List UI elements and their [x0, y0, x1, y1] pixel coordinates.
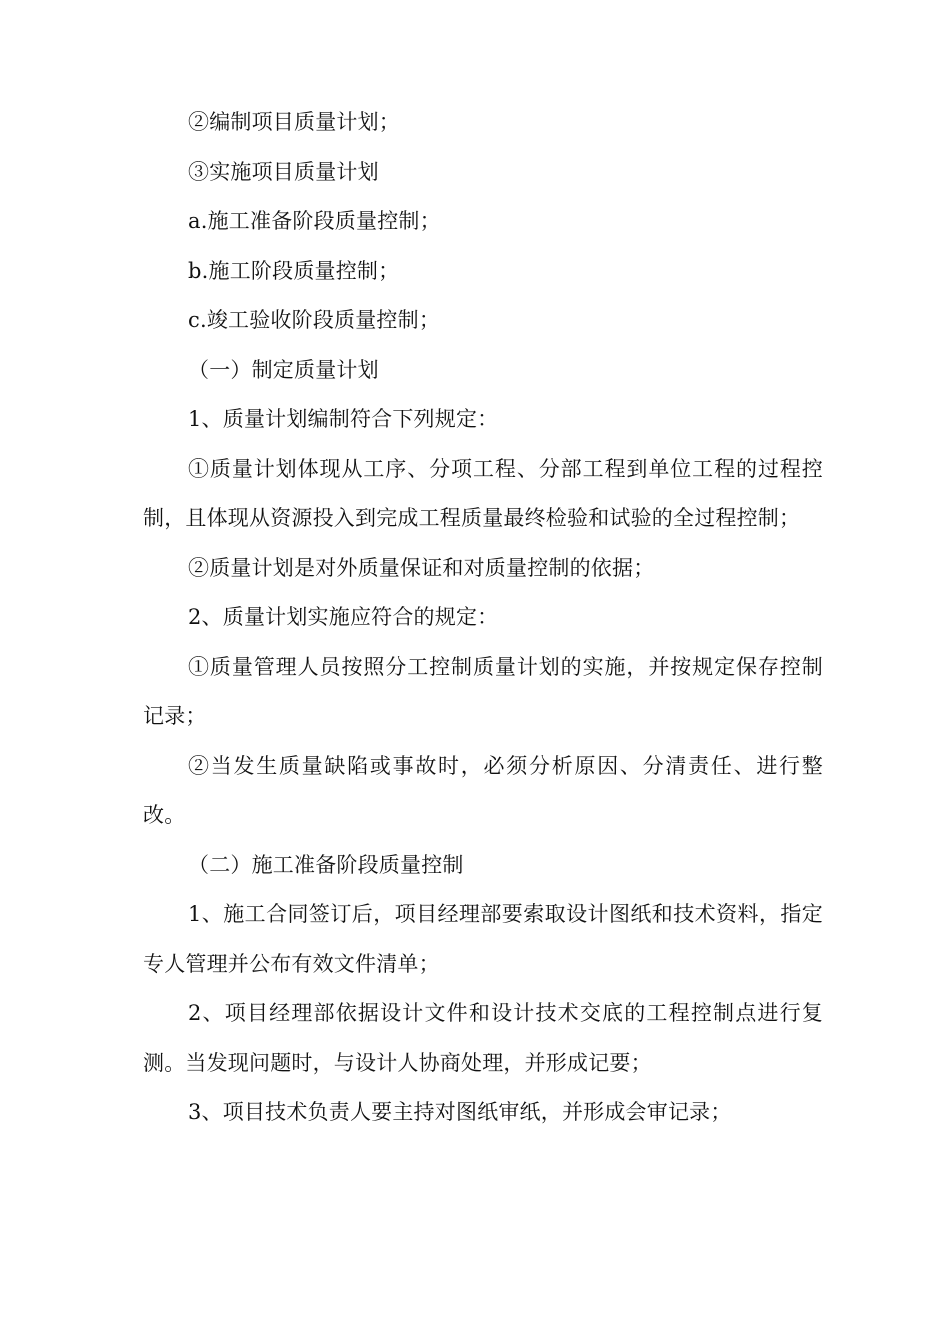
paragraph: c.竣工验收阶段质量控制；: [188, 308, 441, 332]
paragraph: ③实施项目质量计划: [188, 159, 379, 184]
paragraph: 3、项目技术负责人要主持对图纸审纸，并形成会审记录；: [188, 1100, 732, 1124]
paragraph: ①质量计划体现从工序、分项工程、分部工程到单位工程的过程控制，且体现从资源投入到完成工程质量最终检验和试验的全过程控制；: [143, 456, 823, 530]
paragraph: 1、施工合同签订后，项目经理部要索取设计图纸和技术资料，指定专人管理并公布有效文件清单；: [143, 902, 823, 976]
paragraph: 1、质量计划编制符合下列规定：: [188, 407, 499, 431]
paragraph: ②当发生质量缺陷或事故时，必须分析原因、分清责任、进行整改。: [143, 753, 823, 827]
section-heading: （一）制定质量计划: [188, 357, 379, 382]
section-heading: （二）施工准备阶段质量控制: [188, 852, 464, 877]
document-body: [143, 98, 823, 1138]
paragraph: ②编制项目质量计划；: [188, 110, 400, 134]
paragraph: 2、项目经理部依据设计文件和设计技术交底的工程控制点进行复测。当发现问题时，与设计人协商处理，并形成记要；: [143, 1001, 823, 1075]
paragraph: 2、质量计划实施应符合的规定：: [188, 605, 499, 629]
paragraph: ①质量管理人员按照分工控制质量计划的实施，并按规定保存控制记录；: [143, 654, 823, 728]
paragraph: b.施工阶段质量控制；: [188, 258, 400, 283]
paragraph: ②质量计划是对外质量保证和对质量控制的依据；: [188, 555, 655, 580]
paragraph: a.施工准备阶段质量控制；: [188, 209, 441, 233]
